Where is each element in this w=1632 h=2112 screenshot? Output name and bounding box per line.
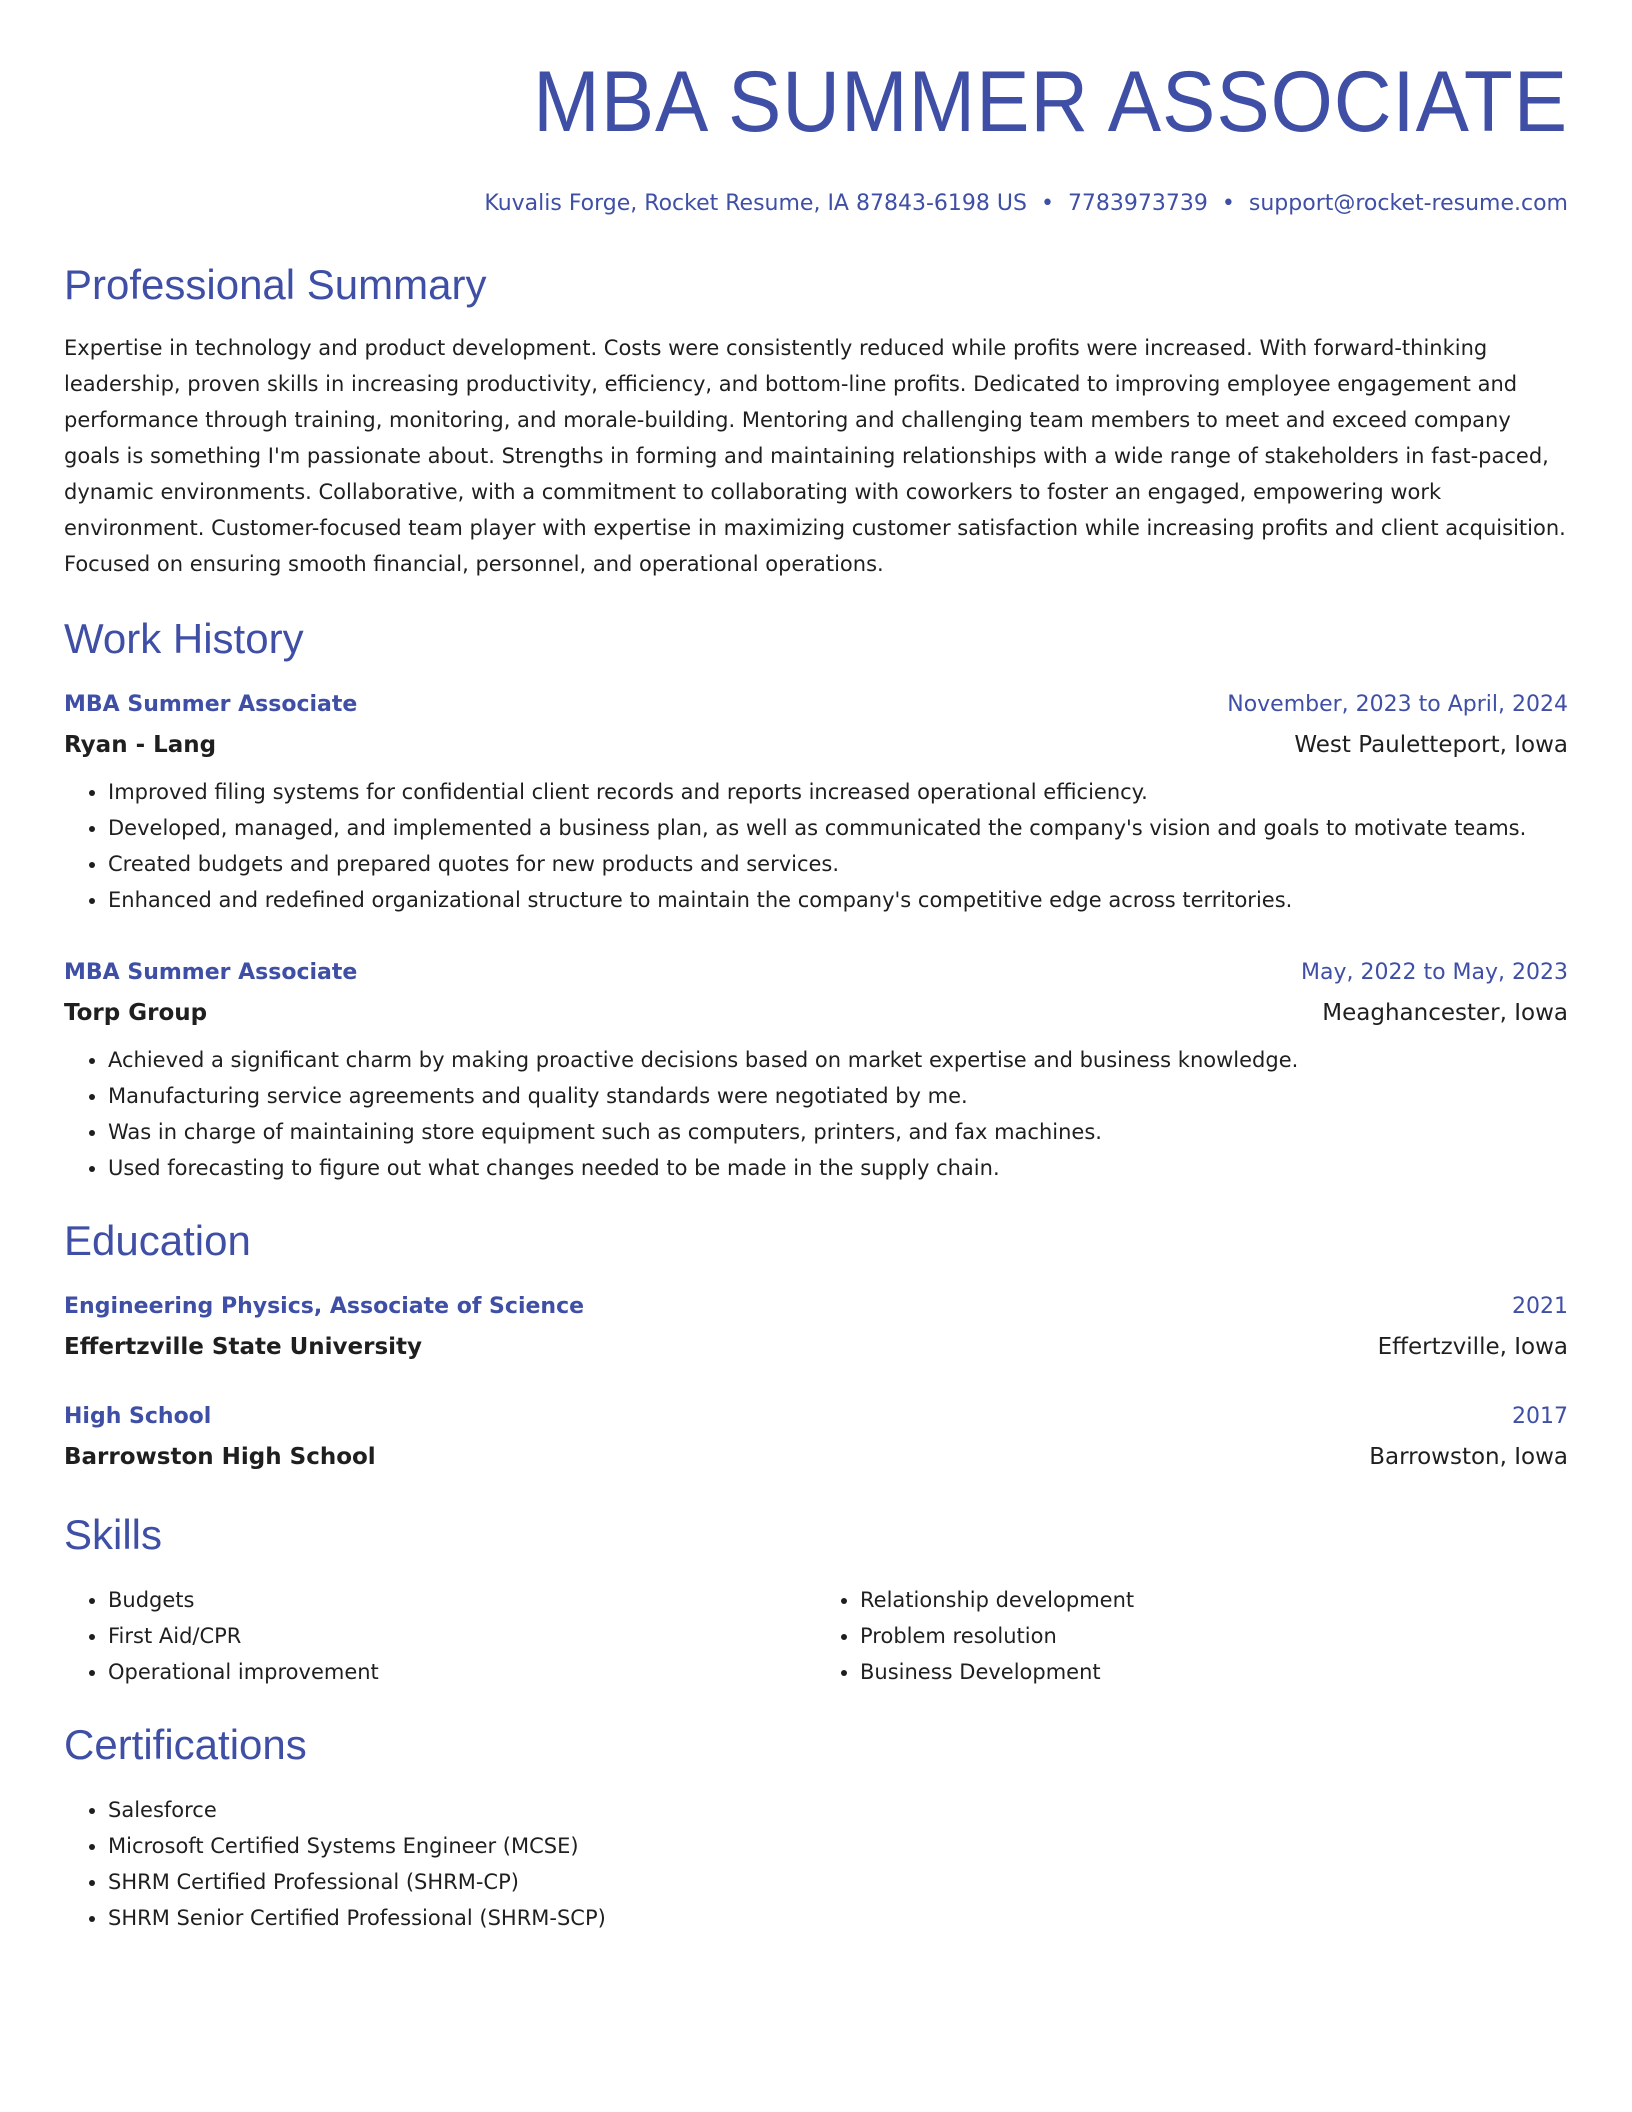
contact-separator: •	[1040, 191, 1054, 216]
job-role: MBA Summer Associate	[64, 692, 358, 717]
education-header-row	[64, 1402, 1568, 1432]
skill-item: • Problem resolution	[860, 1618, 1568, 1654]
job-bullet: • Manufacturing service agreements and quality standards were negotiated by me.	[108, 1078, 1568, 1114]
skills-column-right	[816, 1582, 1568, 1690]
education-degree: Engineering Physics, Associate of Science	[64, 1294, 585, 1319]
job-company: Ryan - Lang	[64, 732, 217, 758]
job-dates: November, 2023 to April, 2024	[1227, 692, 1568, 717]
education-entry	[64, 1402, 1568, 1472]
job-header-row	[64, 690, 1568, 720]
job-bullets	[64, 1042, 1568, 1186]
skill-item: • Budgets	[108, 1582, 816, 1618]
job-bullet: • Enhanced and redefined organizational structure to maintain the company's competitive edge across territories.	[108, 882, 1568, 918]
job-company-row	[64, 730, 1568, 760]
summary-text: Expertise in technology and product development. Costs were consistently reduced while profits were increased. With forward-thinking leadership, proven skills in increasing productivity, efficiency, and bottom-line profits. Dedicated to improving employee engagement and performance through training, monitoring, and morale-building. Mentoring and challenging team members to meet and exceed company goals is something I'm passionate about. Strengths in forming and maintaining relationships with a wide range of stakeholders in fast-paced, dynamic environments. Collaborative, with a commitment to collaborating with coworkers to foster an engaged, empowering work environment. Customer-focused team player with expertise in maximizing customer satisfaction while increasing profits and client acquisition. Focused on ensuring smooth financial, personnel, and operational operations.	[64, 336, 1566, 576]
education-year: 2021	[1512, 1294, 1568, 1319]
job-company-row	[64, 998, 1568, 1028]
job-entry	[64, 690, 1568, 918]
education-school: Effertzville State University	[64, 1334, 423, 1360]
section-title-education: Education	[64, 1217, 251, 1264]
section-title-certifications: Certifications	[64, 1721, 307, 1768]
education-entry	[64, 1292, 1568, 1362]
job-header-row	[64, 958, 1568, 988]
skill-item: • Operational improvement	[108, 1654, 816, 1690]
candidate-title: MBA SUMMER ASSOCIATE	[533, 54, 1568, 150]
certification-item: • Salesforce	[108, 1792, 1568, 1828]
skills-column-left	[64, 1582, 816, 1690]
education-header-row	[64, 1292, 1568, 1322]
job-entry	[64, 958, 1568, 1186]
job-bullet: • Used forecasting to figure out what changes needed to be made in the supply chain.	[108, 1150, 1568, 1186]
job-bullet: • Improved filing systems for confidential client records and reports increased operational efficiency.	[108, 774, 1568, 810]
job-bullets	[64, 774, 1568, 918]
contact-address: Kuvalis Forge, Rocket Resume, IA 87843-6198 US	[484, 191, 1027, 216]
certification-item: • SHRM Senior Certified Professional (SHRM-SCP)	[108, 1900, 1568, 1936]
job-bullet: • Achieved a significant charm by making proactive decisions based on market expertise and business knowledge.	[108, 1042, 1568, 1078]
education-year: 2017	[1512, 1404, 1568, 1429]
job-dates: May, 2022 to May, 2023	[1301, 960, 1568, 985]
section-title-skills: Skills	[64, 1511, 163, 1558]
education-school: Barrowston High School	[64, 1444, 376, 1470]
certification-list	[64, 1792, 1568, 1936]
certification-item: • SHRM Certified Professional (SHRM-CP)	[108, 1864, 1568, 1900]
job-bullet: • Created budgets and prepared quotes for new products and services.	[108, 846, 1568, 882]
skill-item: • First Aid/CPR	[108, 1618, 816, 1654]
section-title-work-history: Work History	[64, 615, 304, 662]
job-role: MBA Summer Associate	[64, 960, 358, 985]
skill-item: • Business Development	[860, 1654, 1568, 1690]
education-degree: High School	[64, 1404, 212, 1429]
job-location: West Pauletteport, Iowa	[1294, 732, 1568, 758]
job-bullet: • Was in charge of maintaining store equipment such as computers, printers, and fax machines.	[108, 1114, 1568, 1150]
skill-item: • Relationship development	[860, 1582, 1568, 1618]
contact-line	[64, 190, 1568, 218]
contact-separator: •	[1221, 191, 1235, 216]
job-bullet: • Developed, managed, and implemented a business plan, as well as communicated the company's vision and goals to motivate teams.	[108, 810, 1568, 846]
certification-item: • Microsoft Certified Systems Engineer (MCSE)	[108, 1828, 1568, 1864]
job-location: Meaghancester, Iowa	[1322, 1000, 1568, 1026]
contact-phone[interactable]: 7783973739	[1067, 191, 1208, 216]
skills-grid	[64, 1582, 1568, 1690]
resume-header	[64, 56, 1568, 218]
contact-email[interactable]: support@rocket-resume.com	[1248, 191, 1568, 216]
job-company: Torp Group	[64, 1000, 208, 1026]
education-location: Barrowston, Iowa	[1369, 1444, 1568, 1470]
education-location: Effertzville, Iowa	[1377, 1334, 1568, 1360]
section-title-summary: Professional Summary	[64, 261, 487, 308]
education-school-row	[64, 1442, 1568, 1472]
education-school-row	[64, 1332, 1568, 1362]
